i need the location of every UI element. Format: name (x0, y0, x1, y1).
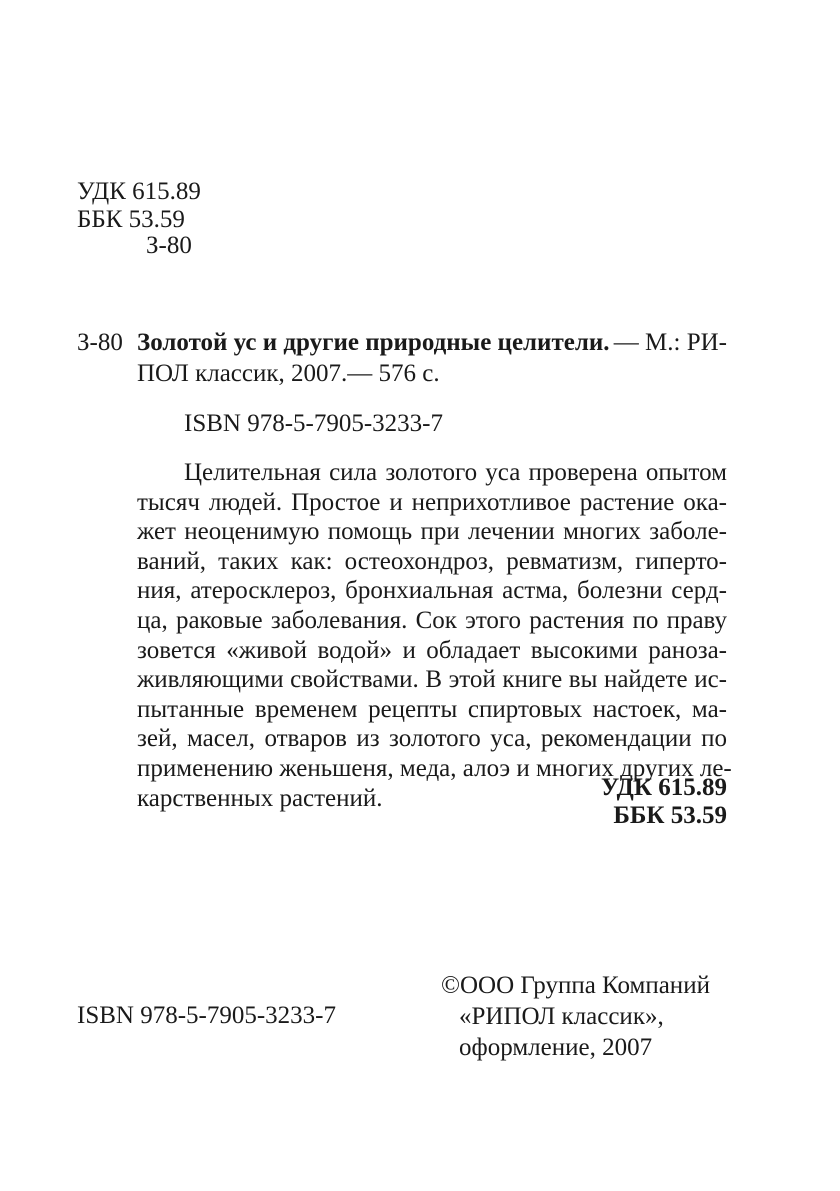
annotation-line: живляющими свойствами. В этой книге вы найдете ис- (137, 666, 727, 694)
copyright-line: оформление, 2007 (459, 1034, 653, 1061)
isbn-footer: ISBN 978-5-7905-3233-7 (77, 1002, 337, 1029)
publisher-start: — М.: РИ- (613, 329, 727, 356)
annotation-line: тысяч людей. Простое и неприхотливое растение ока- (137, 488, 727, 516)
udk-code-top: УДК 615.89 (77, 178, 201, 205)
book-title: Золотой ус и другие природные целители. (137, 329, 610, 356)
annotation-line: ния, атеросклероз, бронхиальная астма, болезни серд- (137, 577, 727, 605)
annotation-line: Целительная сила золотого уса проверена опытом (184, 459, 727, 486)
bbk-code-bold: ББК 53.59 (613, 802, 727, 829)
annotation-line: ца, раковые заболевания. Сок этого растения по праву (137, 606, 727, 634)
author-mark-top: З-80 (146, 232, 192, 259)
annotation-line: пытанные временем рецепты спиртовых настоек, ма- (137, 695, 727, 723)
annotation-line: жет неоценимую помощь при лечении многих заболе- (137, 518, 727, 546)
annotation-line: зовется «живой водой» и обладает высокими раноза- (137, 636, 727, 664)
entry-title-line (137, 327, 727, 359)
copyright-notice (441, 970, 731, 1063)
annotation-line: карственных растений. (137, 784, 383, 812)
entry-author-mark: З-80 (77, 329, 123, 356)
annotation-line: применению женьшеня, меда, алоэ и многих других ле- (137, 754, 732, 782)
copyright-line: ©ООО Группа Компаний (441, 972, 710, 999)
bbk-code-top: ББК 53.59 (77, 206, 185, 233)
annotation-line: ваний, таких как: остеохондроз, ревматизм, гиперто- (137, 547, 727, 575)
copyright-line: «РИПОЛ классик», (459, 1003, 664, 1030)
udk-code-bold: УДК 615.89 (600, 774, 727, 801)
annotation-line: зей, масел, отваров из золотого уса, рекомендации по (137, 725, 727, 753)
annotation-paragraph (137, 458, 732, 813)
entry-publisher-line: ПОЛ классик, 2007.— 576 с. (137, 360, 440, 387)
isbn-entry: ISBN 978-5-7905-3233-7 (184, 410, 444, 437)
